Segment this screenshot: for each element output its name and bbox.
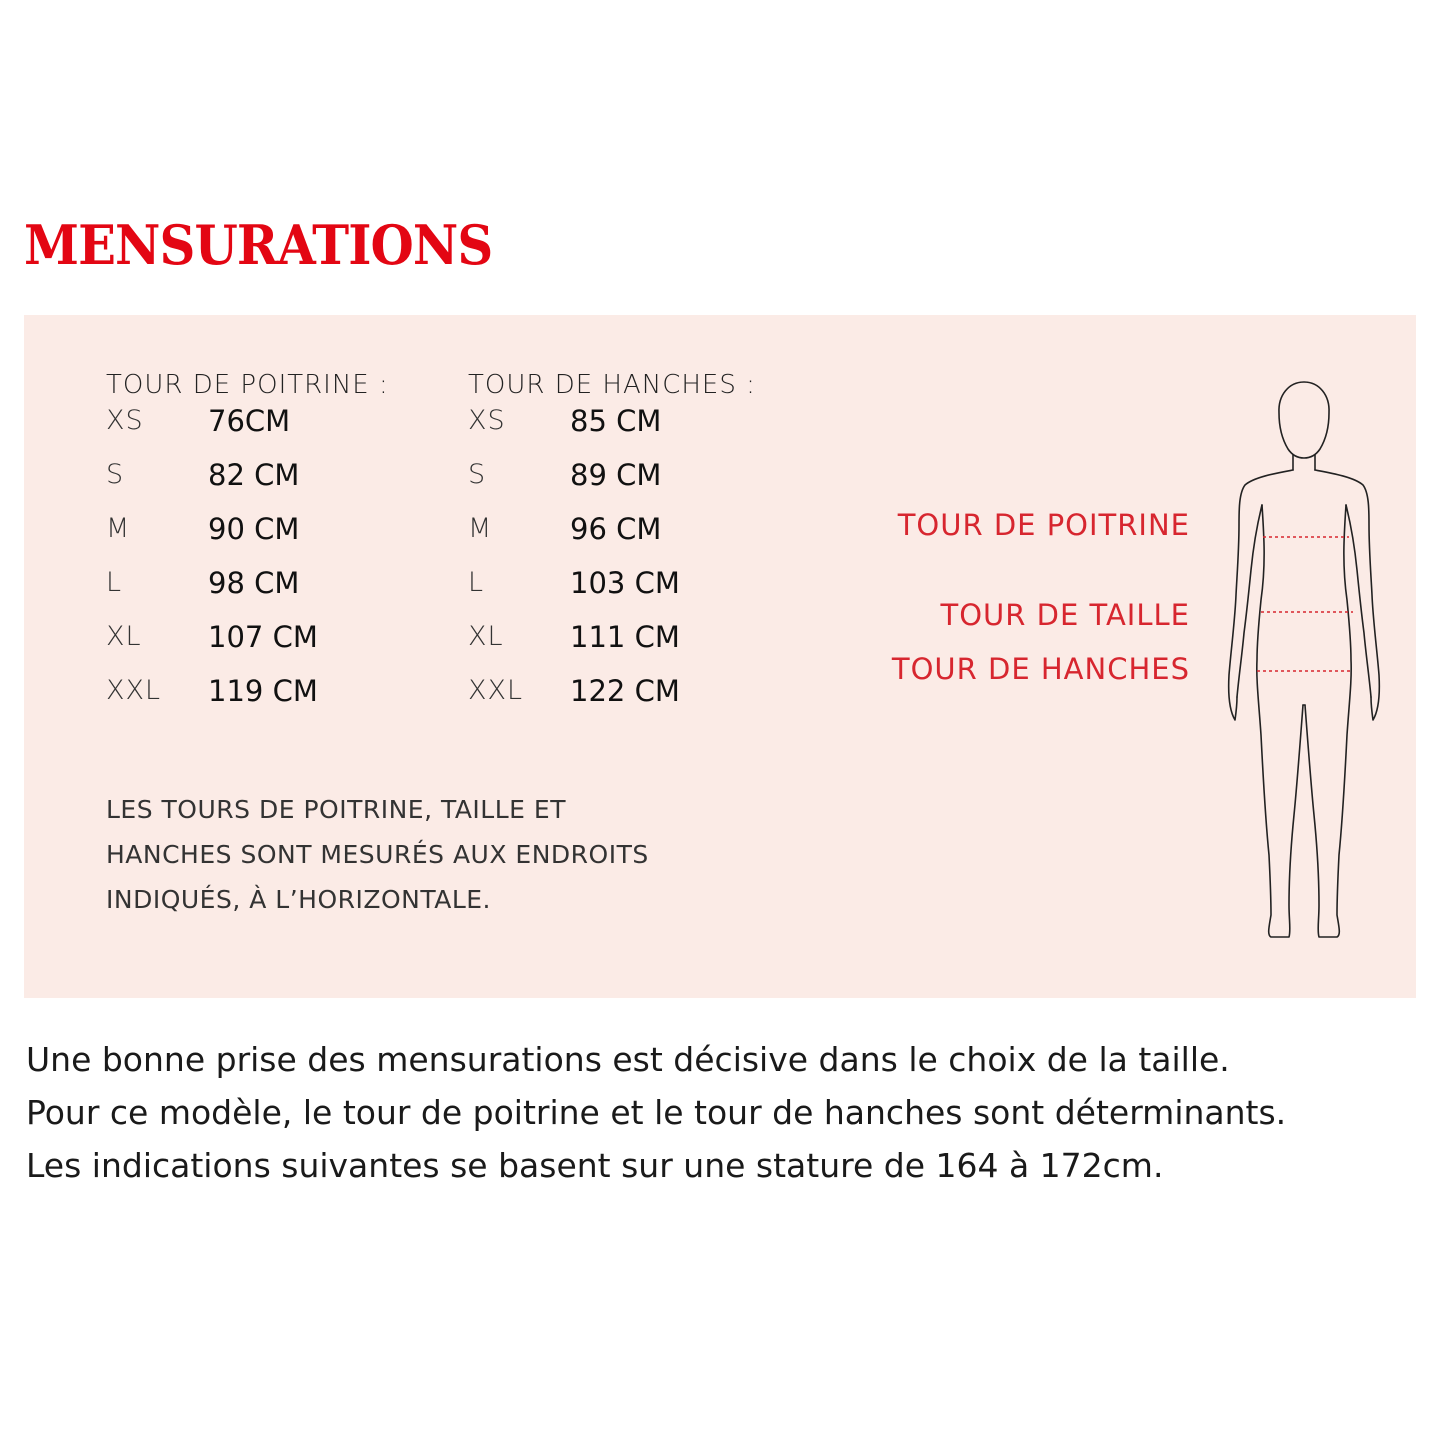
table-row [468,403,756,457]
measurement-value: 76CM [208,404,291,438]
hips-column [468,367,756,727]
measurement-value: 82 CM [208,458,300,492]
size-label: XL [106,621,142,652]
table-row [468,565,756,619]
table-row [106,403,389,457]
bust-line-label: TOUR DE POITRINE [897,508,1190,542]
measurement-value: 90 CM [208,512,300,546]
waist-line-label: TOUR DE TAILLE [940,598,1190,632]
size-label: S [468,459,487,490]
measurement-value: 96 CM [570,512,662,546]
measurement-value: 89 CM [570,458,662,492]
measurement-note [106,787,746,922]
table-row [106,457,389,511]
measurement-value: 85 CM [570,404,662,438]
measurement-value: 122 CM [570,674,680,708]
intro-line: Une bonne prise des mensurations est décisive dans le choix de la taille. [26,1040,1230,1079]
note-line: HANCHES SONT MESURÉS AUX ENDROITS [106,840,649,869]
body-silhouette-icon [1209,375,1399,955]
measurements-panel [24,315,1416,998]
hips-line-label: TOUR DE HANCHES [891,652,1190,686]
bust-column [106,367,389,727]
table-row [106,619,389,673]
table-row [468,673,756,727]
measurement-value: 98 CM [208,566,300,600]
size-label: XXL [468,675,524,706]
size-label: S [106,459,125,490]
hips-heading: TOUR DE HANCHES : [468,370,756,400]
table-row [468,619,756,673]
intro-line: Pour ce modèle, le tour de poitrine et le tour de hanches sont déterminants. [26,1093,1287,1132]
note-line: INDIQUÉS, À L’HORIZONTALE. [106,885,491,914]
size-label: XL [468,621,504,652]
table-row [468,457,756,511]
size-label: XXL [106,675,162,706]
size-label: XS [106,405,144,436]
intro-line: Les indications suivantes se basent sur une stature de 164 à 172cm. [26,1146,1164,1185]
measurement-value: 119 CM [208,674,318,708]
table-row [106,673,389,727]
table-row [106,511,389,565]
measurement-value: 111 CM [570,620,680,654]
measurement-value: 107 CM [208,620,318,654]
table-row [106,565,389,619]
note-line: LES TOURS DE POITRINE, TAILLE ET [106,795,566,824]
size-label: XS [468,405,506,436]
size-label: M [106,513,131,544]
bust-heading: TOUR DE POITRINE : [106,370,389,400]
size-label: L [106,567,123,598]
size-label: L [468,567,485,598]
measurement-value: 103 CM [570,566,680,600]
size-label: M [468,513,493,544]
page-title: MENSURATIONS [24,213,493,277]
table-row [468,511,756,565]
intro-text [26,1033,1286,1192]
